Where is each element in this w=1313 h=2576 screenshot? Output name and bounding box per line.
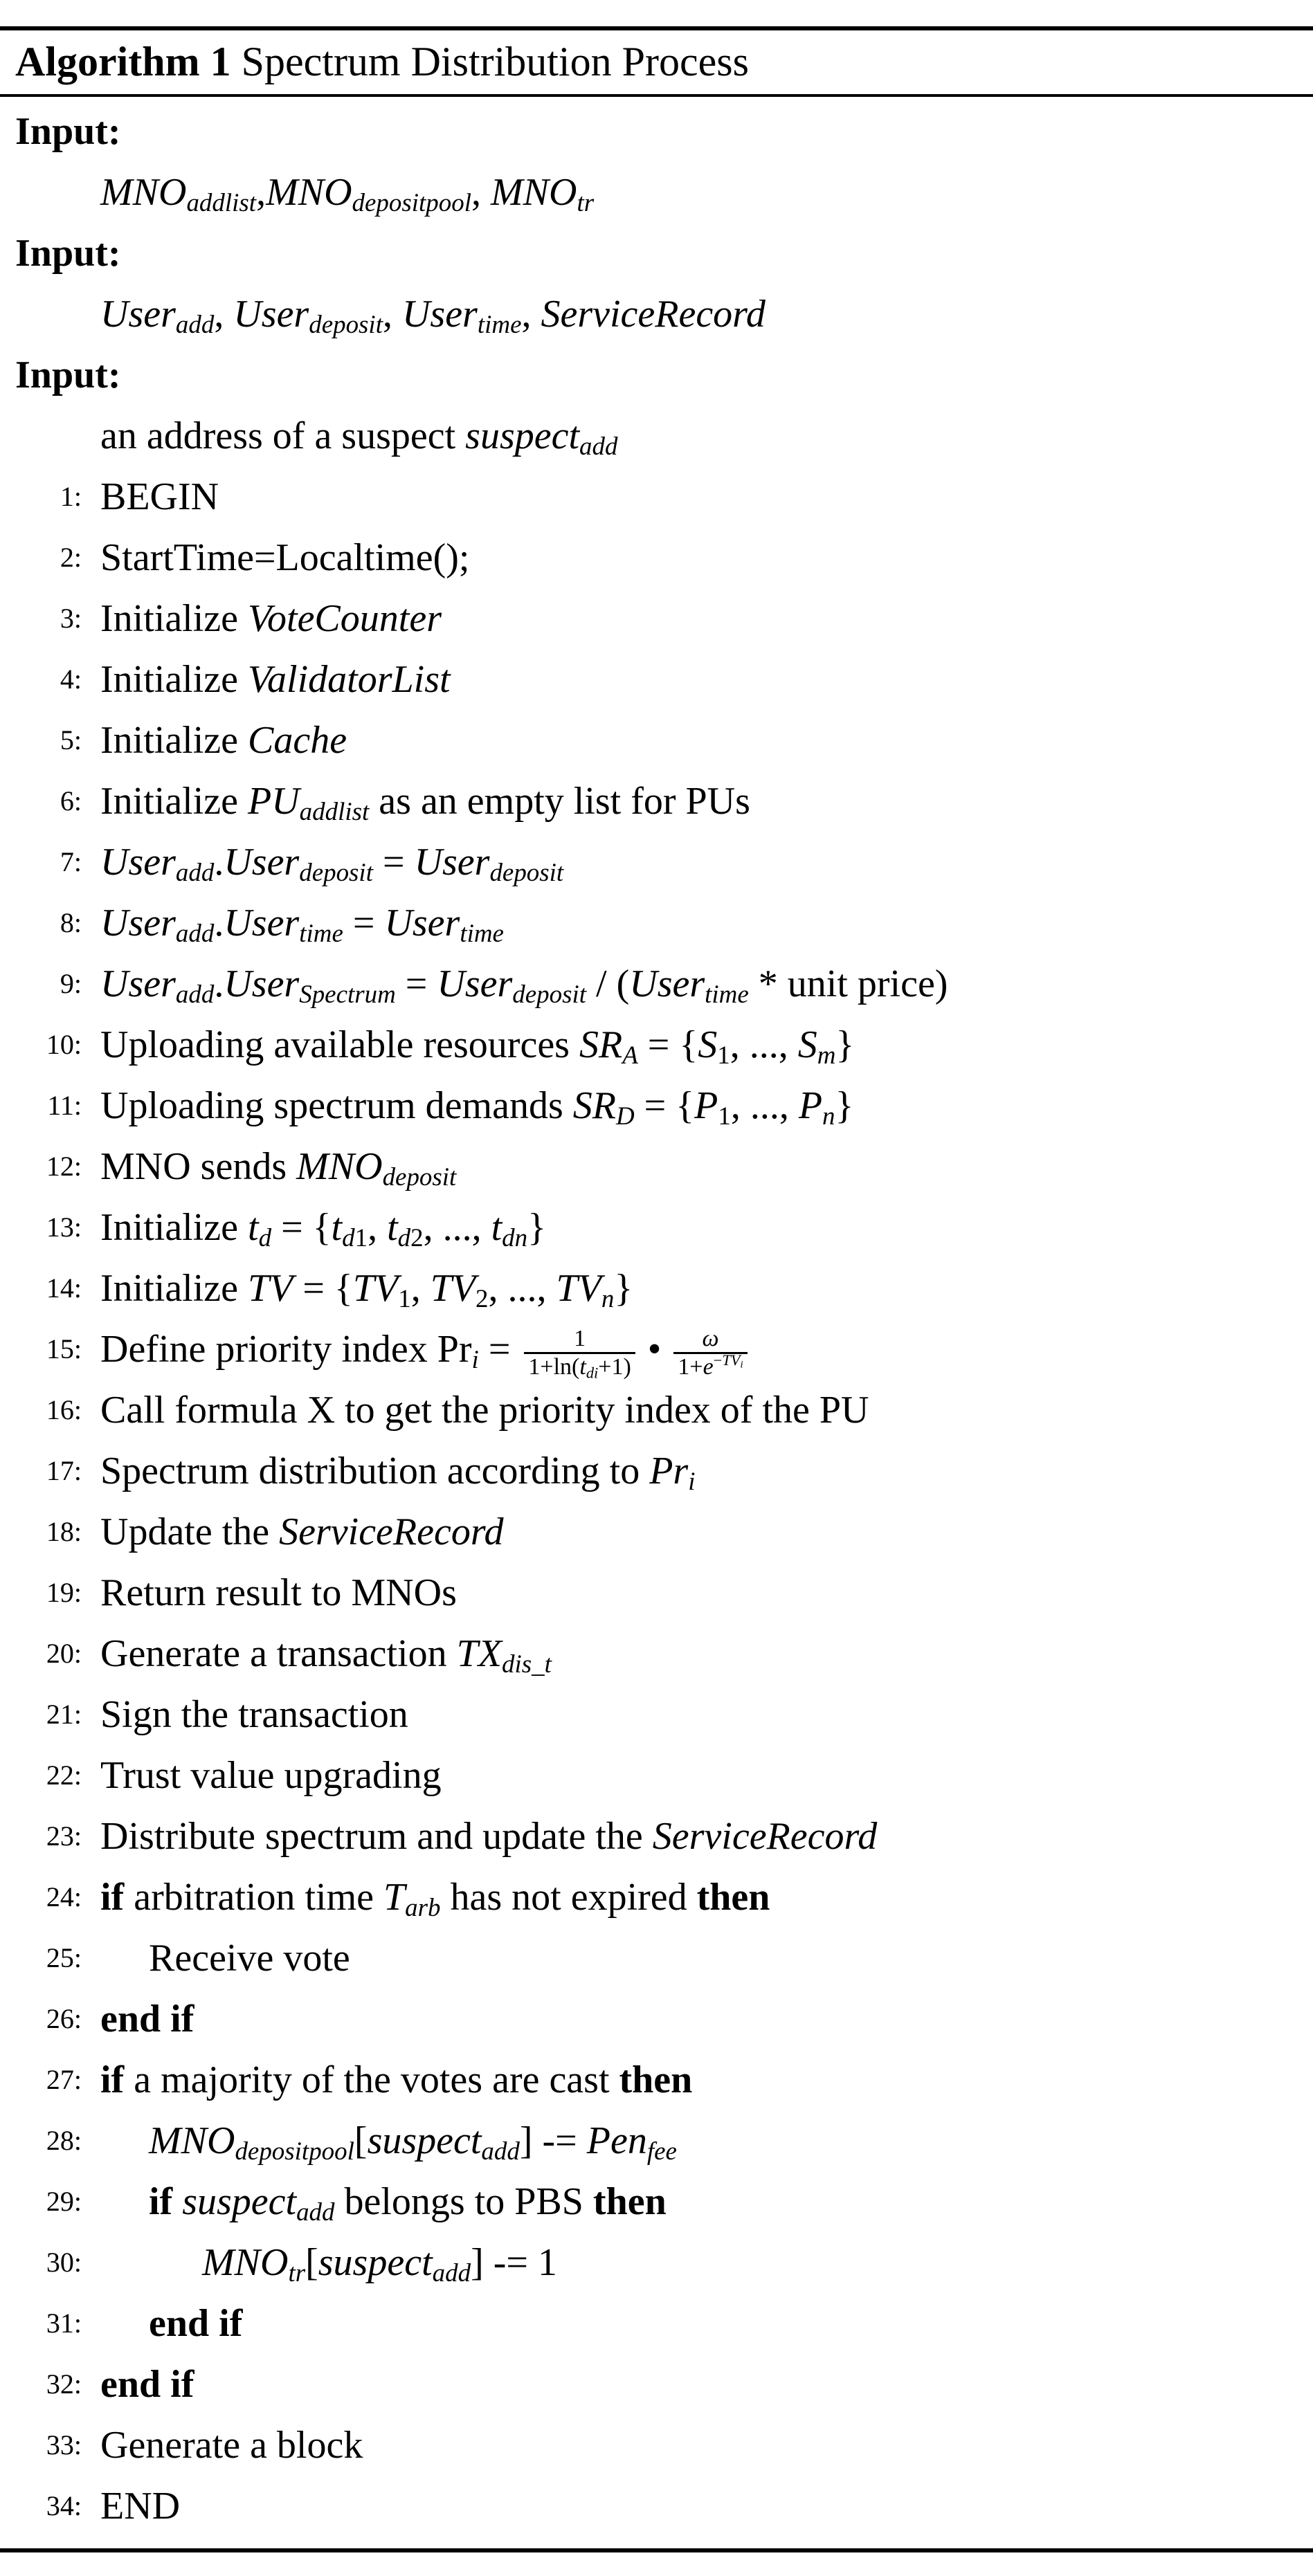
step-number: 4: xyxy=(60,664,82,695)
step-number: 28: xyxy=(46,2125,82,2156)
step-text: END xyxy=(100,2485,181,2528)
step-number: 5: xyxy=(60,724,82,756)
step-text: $MNO_{depositpool}[suspect_{add}] -= Pen_{fee}$ xyxy=(149,2119,677,2166)
step-number: 18: xyxy=(46,1516,82,1547)
step-number: 27: xyxy=(46,2064,82,2095)
step-text: Call formula X to get the priority index of the PU xyxy=(100,1389,869,1432)
algorithm-name: Spectrum Distribution Process xyxy=(241,39,749,84)
step-number: 23: xyxy=(46,1820,82,1852)
step-number: 1: xyxy=(60,481,82,512)
step-number: 20: xyxy=(46,1638,82,1669)
step-number: 17: xyxy=(46,1455,82,1486)
step-number: 15: xyxy=(46,1333,82,1364)
input-content: an address of a suspect suspect$_{add}$ xyxy=(100,414,618,461)
step-text: Sign the transaction xyxy=(100,1693,408,1736)
step-number: 24: xyxy=(46,1881,82,1912)
step-text: User$_{add}$.User$_{deposit}$ = User$_{deposit}$ xyxy=(100,841,564,887)
input-content: $MNO_{addlist},MNO_{depositpool}$, $MNO_{tr}$ xyxy=(100,171,595,217)
step-text: Initialize $t_d = \{t_{d1}$, $t_{d2}$, ..., $t_{dn}$} xyxy=(100,1206,546,1252)
step-text: end if xyxy=(100,1998,194,2040)
step-number: 2: xyxy=(60,542,82,573)
step-number: 25: xyxy=(46,1942,82,1973)
step-number: 22: xyxy=(46,1760,82,1791)
step-number: 33: xyxy=(46,2429,82,2460)
step-text: Generate a block xyxy=(100,2424,363,2467)
step-text: end if xyxy=(100,2363,194,2406)
step-text: User$_{add}$.User$_{time}$ = User$_{time}$ xyxy=(100,902,504,948)
step-number: 9: xyxy=(60,968,82,999)
step-number: 21: xyxy=(46,1699,82,1730)
step-number: 32: xyxy=(46,2368,82,2400)
step-text: Initialize TV = {$TV_1$, $TV_2$, ..., $TV_n$} xyxy=(100,1267,633,1313)
step-number: 19: xyxy=(46,1577,82,1608)
input-label: Input: xyxy=(15,354,121,396)
step-text: $MNO_{tr}[suspect_{add}] -= 1$ xyxy=(202,2241,557,2287)
step-text: end if xyxy=(149,2302,243,2345)
step-text: Initialize $PU_{addlist}$ as an empty list for PUs xyxy=(100,780,750,826)
step-text: Initialize VoteCounter xyxy=(100,597,442,640)
step-text: User$_{add}$.User$_{Spectrum}$ = User$_{deposit}$ / (User$_{time}$ * unit price) xyxy=(100,962,948,1009)
step-number: 3: xyxy=(60,603,82,634)
step-number: 16: xyxy=(46,1394,82,1425)
step-text: StartTime=Localtime(); xyxy=(100,536,470,579)
step-number: 6: xyxy=(60,785,82,816)
step-text: Distribute spectrum and update the ServiceRecord xyxy=(100,1815,878,1858)
step-number: 30: xyxy=(46,2247,82,2278)
step-text: Define priority index $Pr_i$ = $\frac{1}{1+\ln(t_{di}+1)}$ • $\frac{\omega}{1+e^{-TV_i}}$ xyxy=(100,1319,752,1380)
step-text: Spectrum distribution according to $Pr_i$ xyxy=(100,1450,696,1496)
step-number: 11: xyxy=(47,1090,82,1121)
step-number: 29: xyxy=(46,2186,82,2217)
step-text: Uploading spectrum demands $SR_D = \{P_1$, ..., $P_n$} xyxy=(100,1084,854,1131)
step-text: Return result to MNOs xyxy=(100,1571,457,1614)
step-number: 8: xyxy=(60,907,82,938)
step-text: if suspect$_{add}$ belongs to PBS then xyxy=(149,2180,667,2227)
step-number: 13: xyxy=(46,1212,82,1243)
bottom-rule xyxy=(0,2548,1313,2552)
step-number: 26: xyxy=(46,2003,82,2034)
step-number: 31: xyxy=(46,2308,82,2339)
step-text: BEGIN xyxy=(100,475,219,518)
step-text: if arbitration time $T_{arb}$ has not expired then xyxy=(100,1876,770,1922)
fraction: $\frac{\omega}{1+e^{-TV_i}}$ xyxy=(673,1327,747,1379)
step-number: 34: xyxy=(46,2490,82,2521)
step-text: Generate a transaction $TX_{dis\_t}$ xyxy=(100,1632,552,1679)
title-rule xyxy=(0,94,1313,97)
step-number: 14: xyxy=(46,1272,82,1304)
step-text: Update the ServiceRecord xyxy=(100,1510,504,1553)
algorithm-title xyxy=(15,29,749,94)
step-number: 12: xyxy=(46,1151,82,1182)
step-number: 7: xyxy=(60,846,82,877)
step-number: 10: xyxy=(46,1029,82,1060)
step-text: Trust value upgrading xyxy=(100,1754,442,1797)
step-text: MNO sends $MNO_{deposit}$ xyxy=(100,1145,457,1191)
algorithm-label: Algorithm 1 xyxy=(15,39,231,84)
input-label: Input: xyxy=(15,110,121,153)
input-content: User$_{add}$, User$_{deposit}$, User$_{time}$, ServiceRecord xyxy=(100,293,766,339)
fraction: $\frac{1}{1+\ln(t_{di}+1)}$ xyxy=(524,1327,635,1379)
input-label: Input: xyxy=(15,232,121,275)
step-text: Receive vote xyxy=(149,1937,350,1980)
step-text: Initialize ValidatorList xyxy=(100,658,451,701)
step-text: if a majority of the votes are cast then xyxy=(100,2058,693,2101)
step-text: Uploading available resources $SR_A = \{S_1$, ..., $S_m$} xyxy=(100,1023,855,1070)
step-text: Initialize Cache xyxy=(100,719,347,762)
